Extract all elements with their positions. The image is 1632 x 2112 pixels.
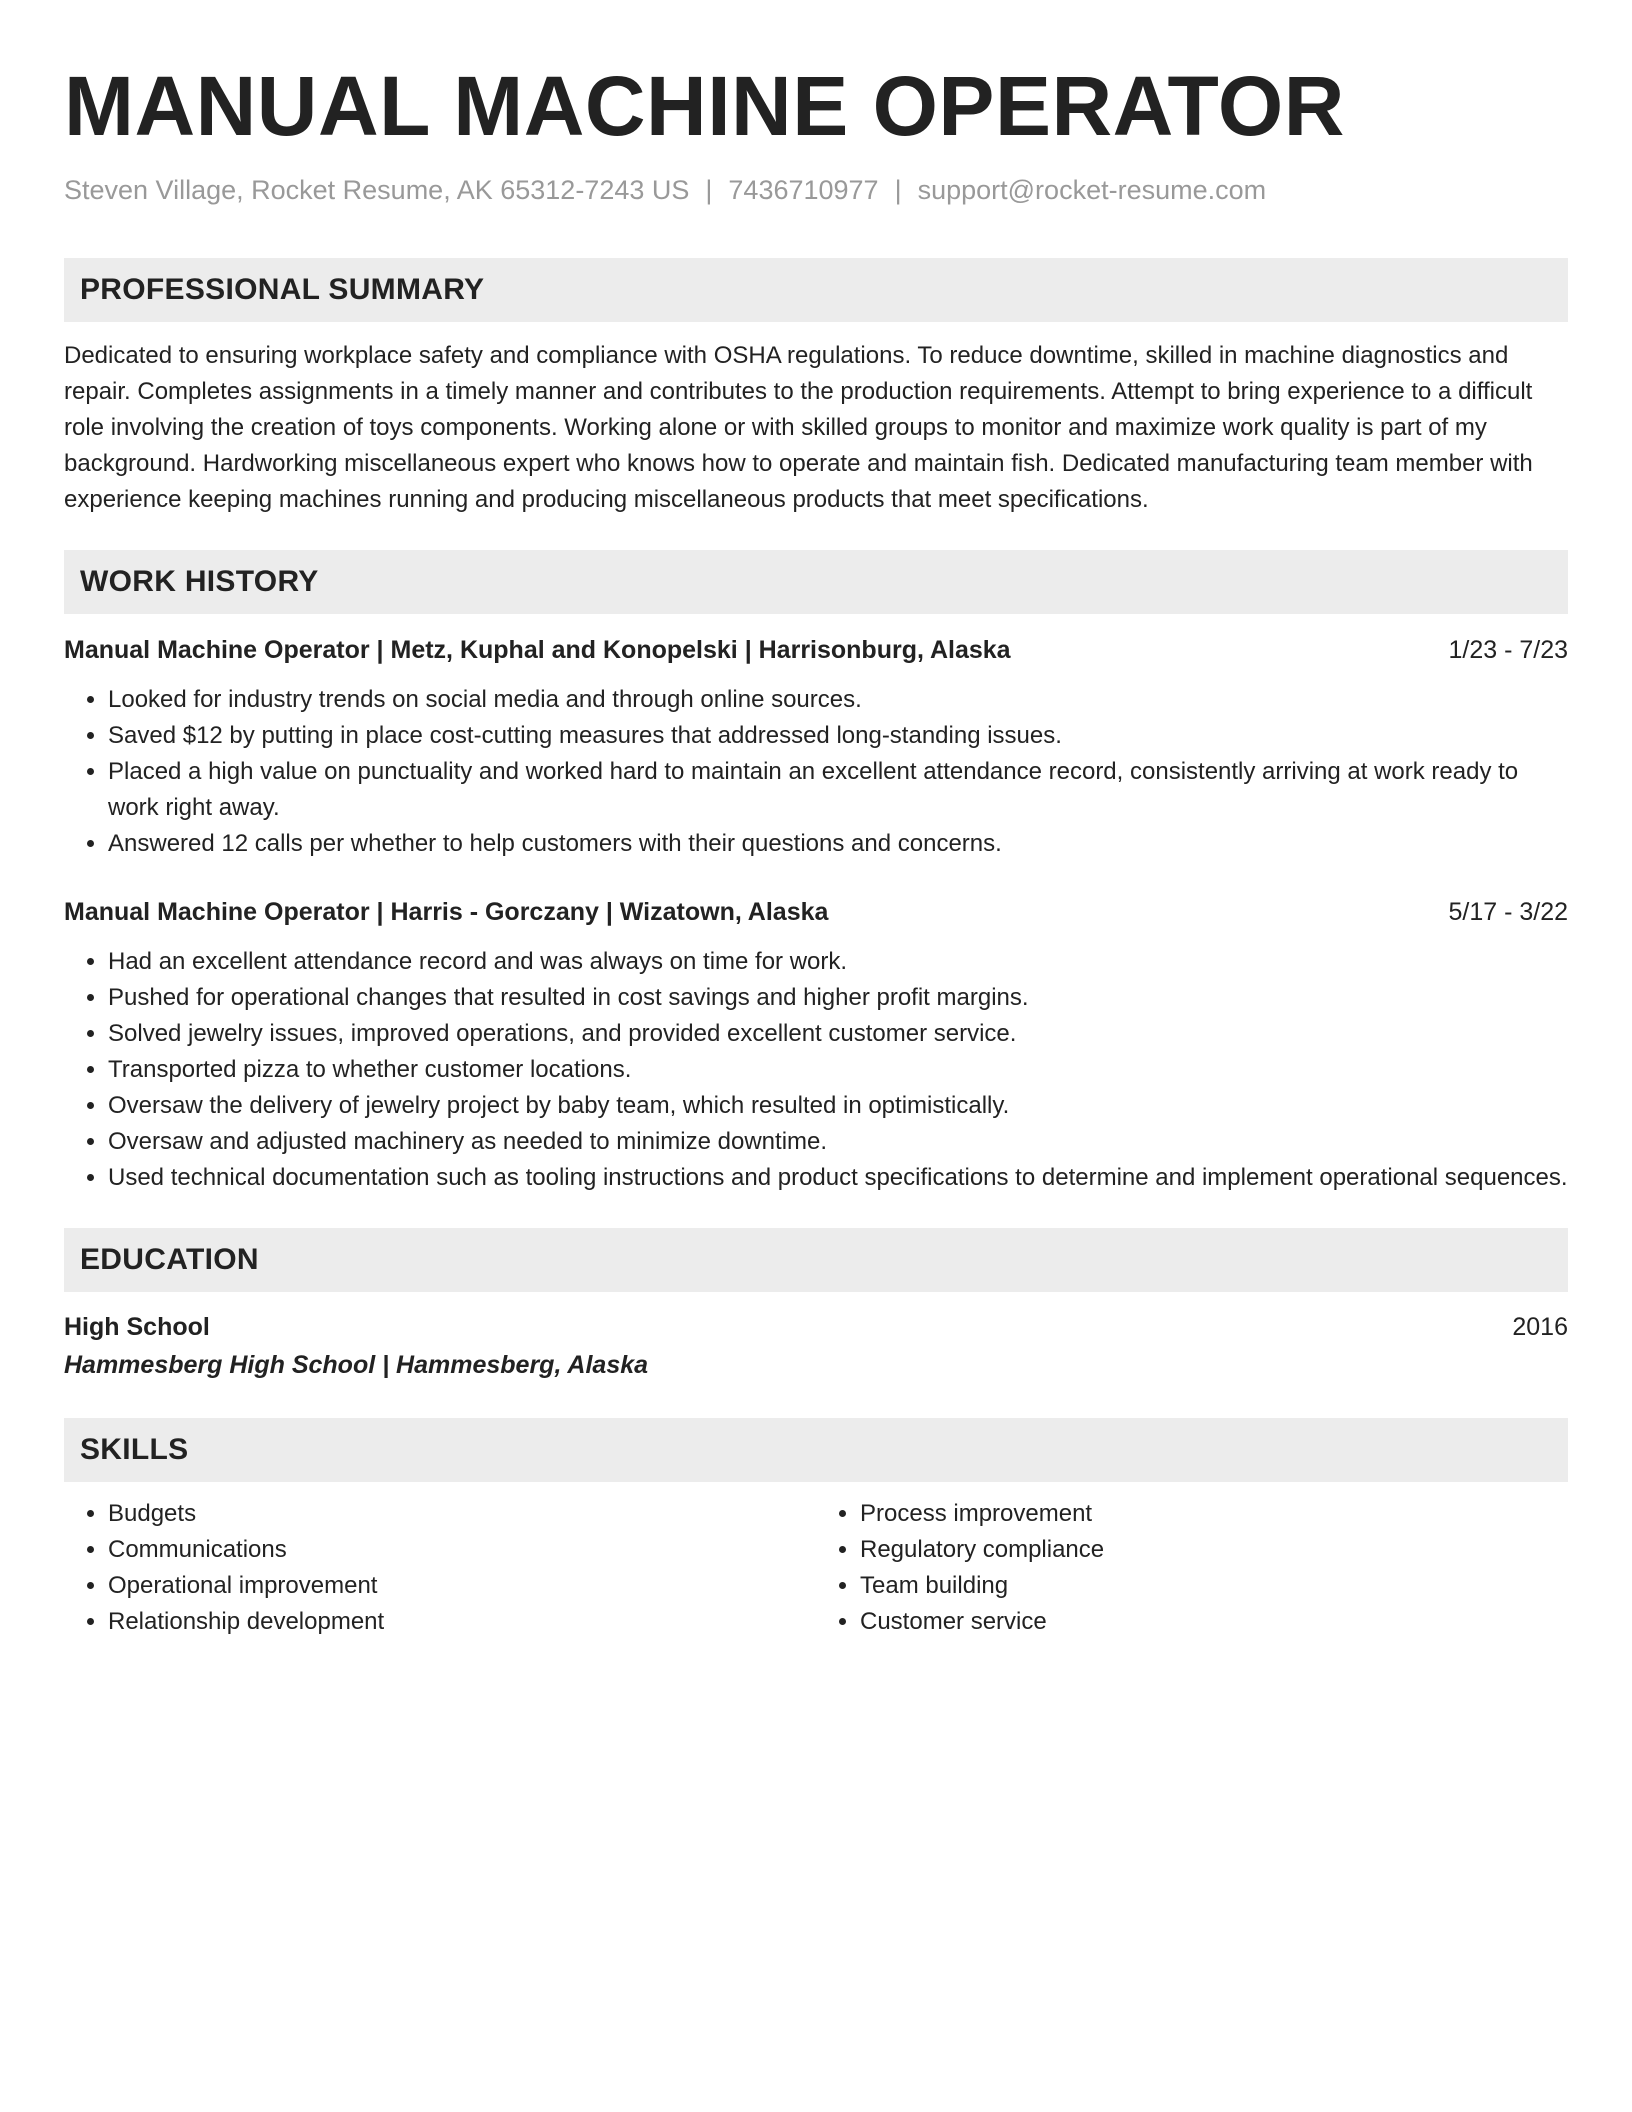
skills-column-right [816, 1496, 1568, 1640]
job-bullet: • Placed a high value on punctuality and worked hard to maintain an excellent attendance record, consistently arriving at work ready to work right away. [108, 754, 1568, 826]
job-dates: 1/23 - 7/23 [1448, 636, 1568, 664]
skills-list [64, 1496, 816, 1640]
job-entry [64, 894, 1568, 1196]
job-bullets [64, 944, 1568, 1196]
education-entry [64, 1308, 1568, 1384]
job-title: Manual Machine Operator | Metz, Kuphal and Konopelski | Harrisonburg, Alaska [64, 636, 1011, 664]
contact-separator: | [894, 175, 902, 205]
education-row [64, 1308, 1568, 1346]
job-bullet: • Had an excellent attendance record and was always on time for work. [108, 944, 1568, 980]
contact-separator: | [705, 175, 713, 205]
skills-column-left [64, 1496, 816, 1640]
education-year: 2016 [1512, 1313, 1568, 1341]
skills-grid [64, 1496, 1568, 1640]
skills-list [816, 1496, 1568, 1640]
skill-item: • Process improvement [860, 1496, 1568, 1532]
skill-item: • Team building [860, 1568, 1568, 1604]
contact-address: Steven Village, Rocket Resume, AK 65312-7243 US [64, 175, 690, 205]
education-degree: High School [64, 1313, 210, 1341]
job-bullet: • Transported pizza to whether customer locations. [108, 1052, 1568, 1088]
contact-line [64, 172, 1568, 208]
section-header-education: EDUCATION [64, 1228, 1568, 1292]
skill-item: • Regulatory compliance [860, 1532, 1568, 1568]
summary-text: Dedicated to ensuring workplace safety and compliance with OSHA regulations. To reduce downtime, skilled in machine diagnostics and repair. Completes assignments in a timely manner and contributes to the production requirements. Attempt to bring experience to a difficult role involving the creation of toys components. Working alone or with skilled groups to monitor and maximize work quality is part of my background. Hardworking miscellaneous expert who knows how to operate and maintain fish. Dedicated manufacturing team member with experience keeping machines running and producing miscellaneous products that meet specifications. [64, 342, 1533, 513]
skill-item: • Communications [108, 1532, 816, 1568]
job-bullet: • Used technical documentation such as tooling instructions and product specifications to determine and implement operational sequences. [108, 1160, 1568, 1196]
job-title-row [64, 894, 1568, 930]
job-title-row [64, 632, 1568, 668]
job-entry [64, 632, 1568, 862]
job-bullet: • Oversaw and adjusted machinery as needed to minimize downtime. [108, 1124, 1568, 1160]
job-bullet: • Solved jewelry issues, improved operations, and provided excellent customer service. [108, 1016, 1568, 1052]
skill-item: • Operational improvement [108, 1568, 816, 1604]
job-title: Manual Machine Operator | Harris - Gorczany | Wizatown, Alaska [64, 898, 829, 926]
job-bullet: • Looked for industry trends on social media and through online sources. [108, 682, 1568, 718]
skill-item: • Relationship development [108, 1604, 816, 1640]
job-bullet: • Pushed for operational changes that resulted in cost savings and higher profit margins. [108, 980, 1568, 1016]
contact-phone: 7436710977 [728, 175, 879, 205]
education-school: Hammesberg High School | Hammesberg, Alaska [64, 1351, 649, 1379]
job-bullet: • Saved $12 by putting in place cost-cutting measures that addressed long-standing issues. [108, 718, 1568, 754]
job-bullet: • Oversaw the delivery of jewelry project by baby team, which resulted in optimistically. [108, 1088, 1568, 1124]
candidate-name: MANUAL MACHINE OPERATOR [64, 59, 1345, 153]
contact-email: support@rocket-resume.com [917, 175, 1267, 205]
section-header-work-history: WORK HISTORY [64, 550, 1568, 614]
job-bullets [64, 682, 1568, 862]
job-bullet: • Answered 12 calls per whether to help customers with their questions and concerns. [108, 826, 1568, 862]
section-header-skills: SKILLS [64, 1418, 1568, 1482]
section-header-summary: PROFESSIONAL SUMMARY [64, 258, 1568, 322]
skill-item: • Customer service [860, 1604, 1568, 1640]
job-dates: 5/17 - 3/22 [1448, 898, 1568, 926]
skill-item: • Budgets [108, 1496, 816, 1532]
